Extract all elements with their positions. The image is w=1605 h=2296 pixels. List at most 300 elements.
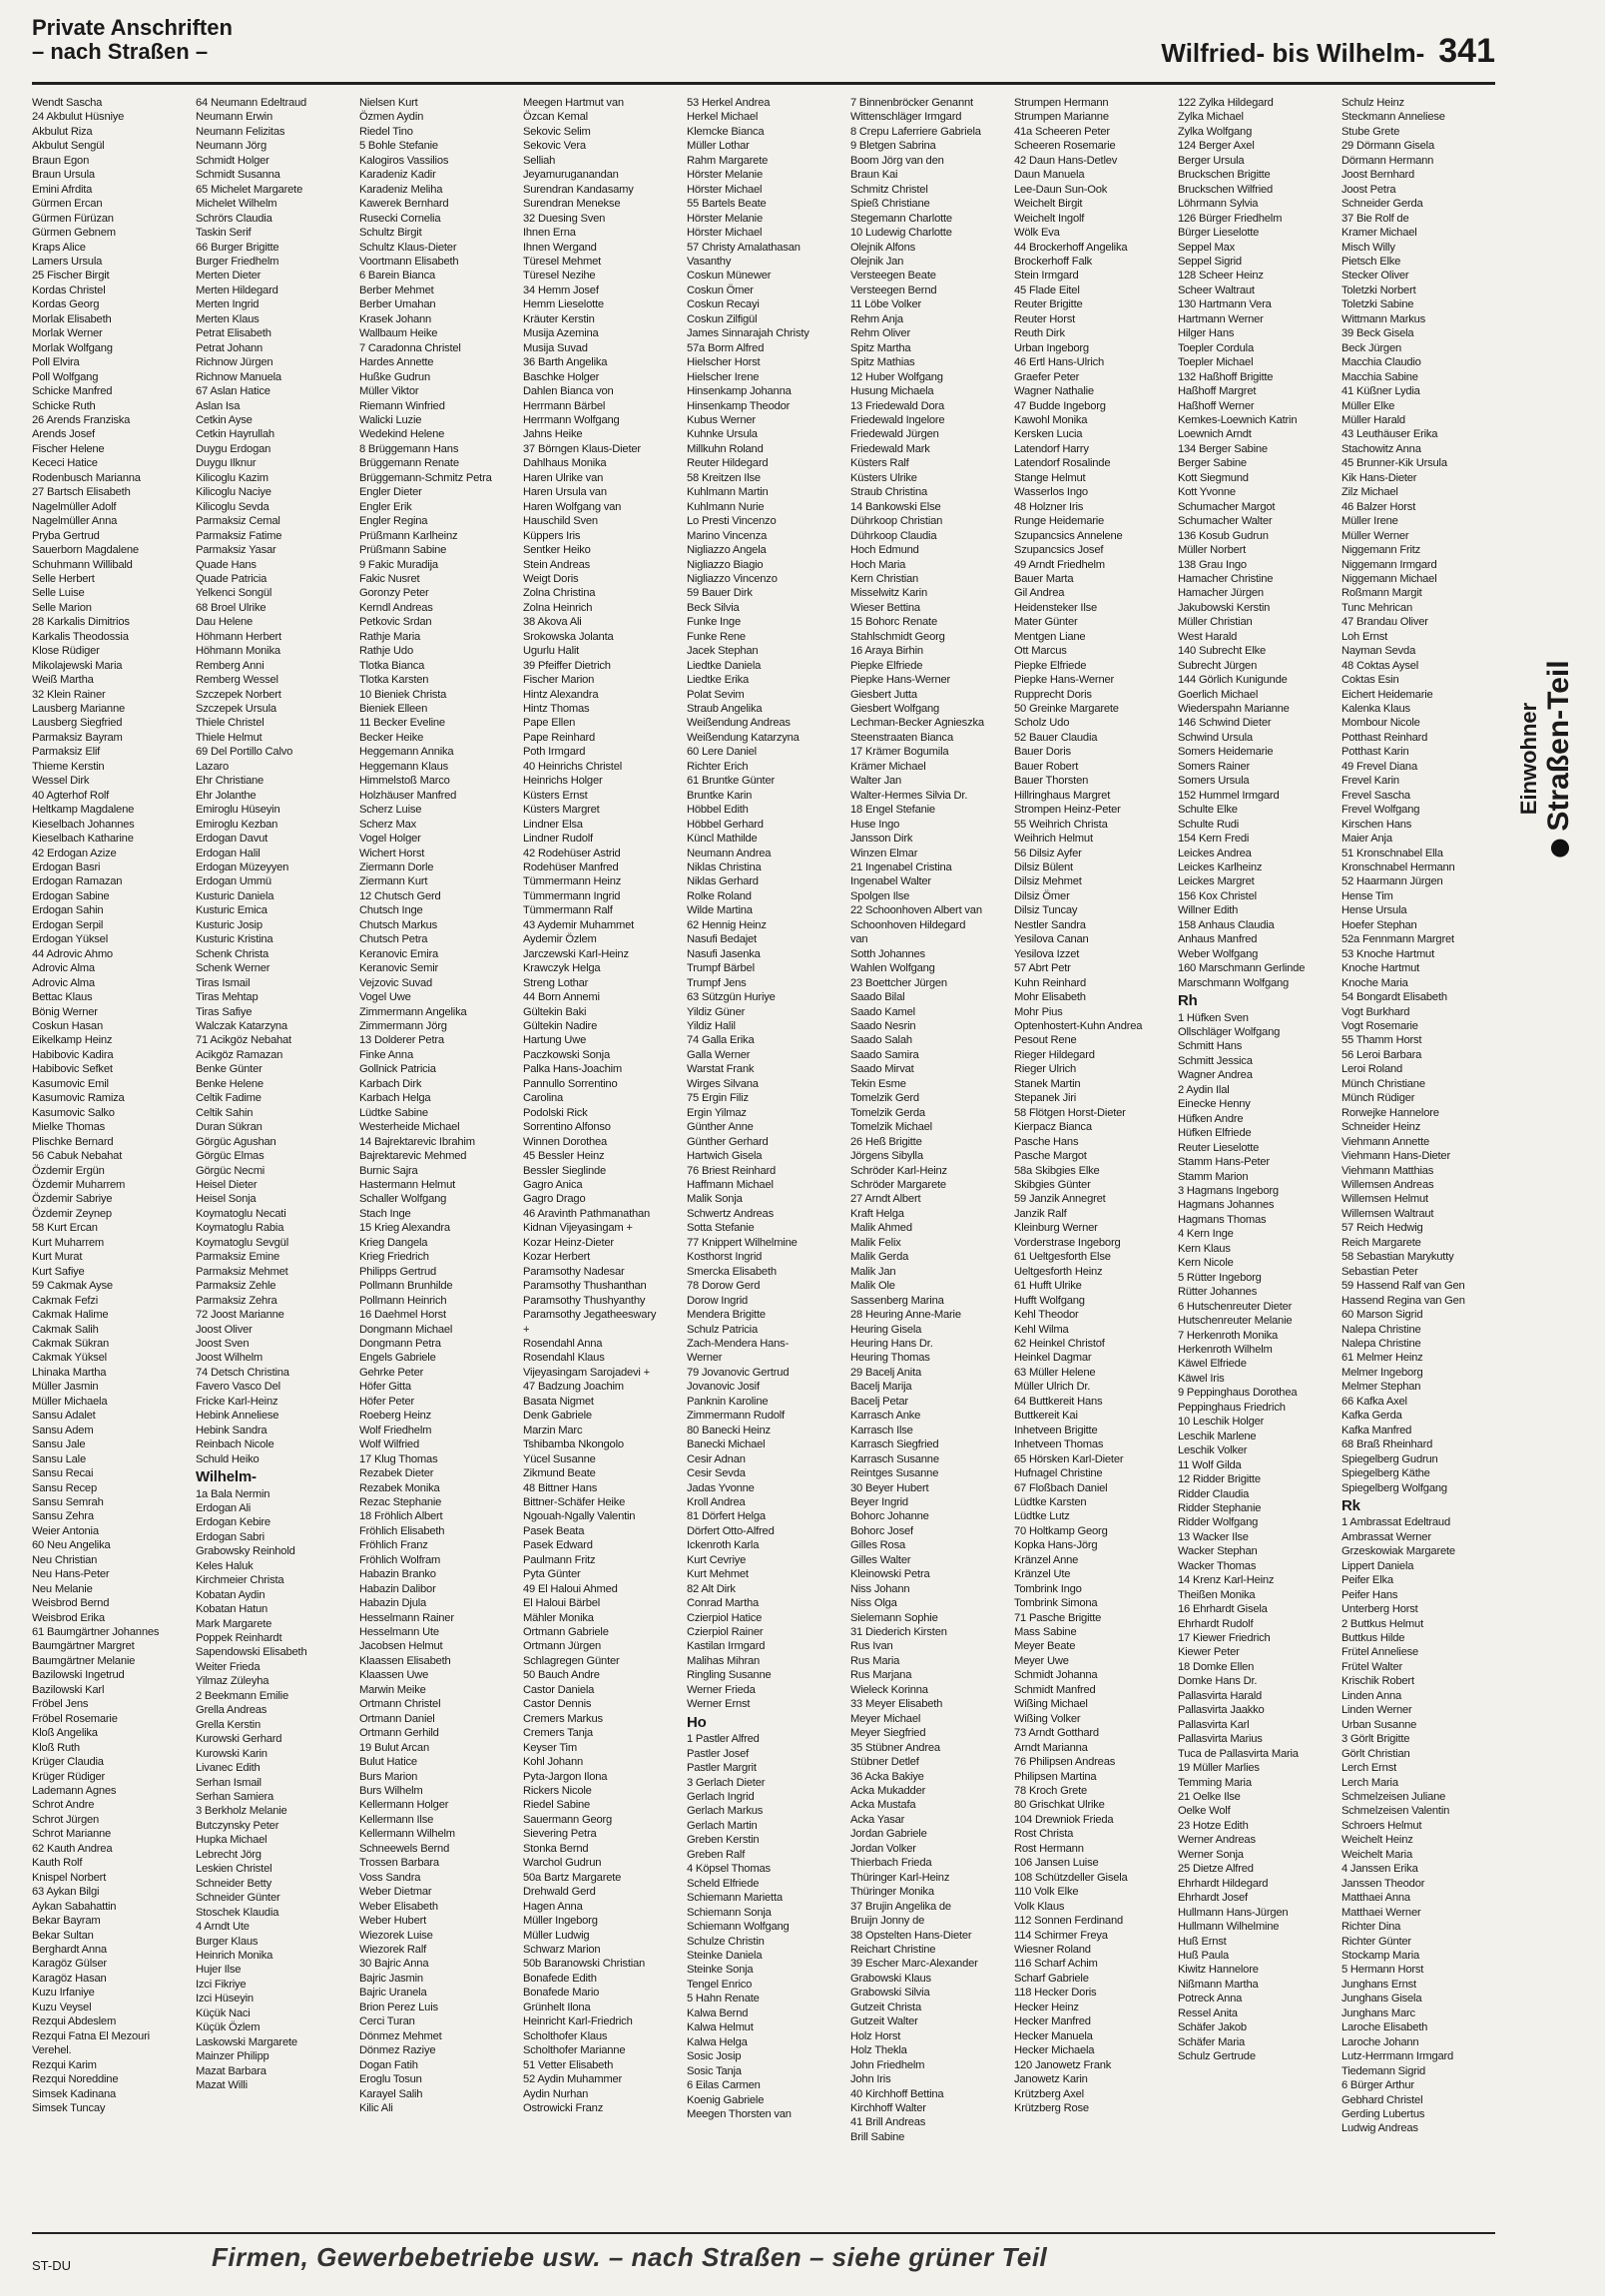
list-item: Michelet Wilhelm — [196, 198, 277, 211]
list-item: Bonafede Edith — [523, 1972, 597, 1985]
list-item: 56 Cabuk Nebahat — [32, 1150, 123, 1163]
list-item: Herrmann Wolfgang — [523, 413, 620, 426]
list-item: Jordan Gabriele — [850, 1828, 927, 1841]
list-item: Weichelt Heinz — [1341, 1834, 1413, 1847]
list-item: Piepke Hans-Werner — [1014, 674, 1115, 687]
list-item: Olejnik Alfons — [850, 241, 915, 254]
list-item: Quade Patricia — [196, 572, 268, 585]
list-item: Görlt Christian — [1341, 1747, 1410, 1760]
list-item: Tiras Mehtap — [196, 991, 259, 1004]
list-item: 55 Weihrich Christa — [1014, 818, 1108, 831]
list-item: 71 Acikgöz Nebahat — [196, 1034, 291, 1047]
list-item: 17 Klug Thomas — [359, 1452, 438, 1465]
list-item: Schenk Werner — [196, 962, 270, 975]
list-item: Goronzy Peter — [359, 587, 429, 600]
list-item: Musija Azemina — [523, 327, 599, 340]
list-item: Haren Wolfgang van — [523, 500, 622, 513]
list-item: Kränzel Ute — [1014, 1568, 1071, 1581]
list-item: Hoch Maria — [850, 558, 906, 571]
list-item: Strumpen Marianne — [1014, 111, 1109, 124]
list-item: Sansu Recai — [32, 1467, 94, 1480]
list-item: Kloß Ruth — [32, 1741, 80, 1754]
list-item: Günther Anne — [687, 1121, 754, 1134]
list-item: Lo Presti Vincenzo — [687, 515, 777, 528]
list-item: Burnic Sajra — [359, 1164, 418, 1177]
list-item: Beyer Ingrid — [850, 1495, 908, 1508]
list-item: 3 Gerlach Dieter — [687, 1776, 766, 1789]
list-item: Werner Frieda — [687, 1683, 756, 1696]
list-item: Frevel Karin — [1341, 775, 1399, 788]
list-item: Kellermann Ilse — [359, 1813, 434, 1826]
list-item: Rusecki Cornelia — [359, 212, 441, 225]
list-item: 44 Adrovic Ahmo — [32, 947, 113, 960]
list-item: Meegen Thorsten van — [687, 2107, 792, 2120]
list-item: Schneewels Bernd — [359, 1842, 450, 1855]
list-item: Schumacher Margot — [1178, 500, 1276, 513]
list-item: Dilsiz Bülent — [1014, 861, 1073, 874]
list-item: 33 Meyer Elisabeth — [850, 1698, 943, 1711]
list-item: 3 Hagmans Ingeborg — [1178, 1184, 1279, 1197]
list-item: Friedewald Jürgen — [850, 428, 939, 441]
list-item: Rathje Maria — [359, 630, 421, 643]
list-item: Hillringhaus Margret — [1014, 789, 1111, 802]
list-item: Tomelzik Gerda — [850, 1106, 925, 1119]
list-item: Parmaksiz Mehmet — [196, 1265, 288, 1278]
list-item: Kalogiros Vassilios — [359, 154, 449, 167]
list-item: Ueltgesforth Heinz — [1014, 1265, 1103, 1278]
list-item: 39 Escher Marc-Alexander — [850, 1958, 978, 1971]
list-item: Weier Antonia — [32, 1524, 99, 1537]
list-item: Willemsen Helmut — [1341, 1193, 1428, 1206]
list-item: Karbach Helga — [359, 1092, 431, 1105]
list-item: Bauer Marta — [1014, 572, 1074, 585]
list-item: Ehrhardt Josef — [1178, 1892, 1248, 1905]
list-item: Wagner Nathalie — [1014, 385, 1094, 398]
list-item: Gutzeit Walter — [850, 2015, 918, 2028]
list-item: Philipsen Martina — [1014, 1770, 1097, 1783]
list-item: Celtik Sahin — [196, 1106, 254, 1119]
list-item: Selle Luise — [32, 587, 85, 600]
list-item: Niss Olga — [850, 1597, 897, 1610]
list-item: 57 Reich Hedwig — [1341, 1222, 1423, 1235]
list-item: Petrat Johann — [196, 341, 264, 354]
list-item: Rost Hermann — [1014, 1842, 1084, 1855]
list-item: Kilicoglu Kazim — [196, 471, 268, 484]
list-item: Braun Egon — [32, 154, 90, 167]
list-item: Selle Herbert — [32, 572, 95, 585]
list-item: Bohorc Johanne — [850, 1510, 929, 1523]
list-item: Reuter Hildegard — [687, 457, 769, 470]
list-item: Sansu Recep — [32, 1481, 97, 1494]
list-item: 118 Hecker Doris — [1014, 1987, 1097, 2000]
list-item: Weihrich Helmut — [1014, 833, 1093, 846]
list-item: 24 Akbulut Hüsniye — [32, 111, 125, 124]
list-item: 50 Bauch Andre — [523, 1669, 600, 1682]
list-item: Reich Margarete — [1341, 1236, 1421, 1249]
list-item: Malik Jan — [850, 1265, 896, 1278]
list-item: Winzen Elmar — [850, 847, 918, 860]
list-item: 1 Pastler Alfred — [687, 1733, 760, 1746]
list-item: Roeberg Heinz — [359, 1410, 432, 1423]
list-item: Haßhoff Werner — [1178, 399, 1255, 412]
list-item: 47 Budde Ingeborg — [1014, 399, 1106, 412]
list-item: Küsters Margret — [523, 804, 600, 817]
list-item: Riedel Sabine — [523, 1799, 591, 1812]
list-item: Kusturic Kristina — [196, 933, 273, 946]
list-item: 5 Bohle Stefanie — [359, 140, 438, 153]
list-item: Nielsen Kurt — [359, 97, 418, 109]
street-heading: Wilhelm- — [196, 1470, 257, 1485]
list-item: Polat Sevim — [687, 688, 745, 701]
list-item: Gagro Drago — [523, 1193, 586, 1206]
list-item: Zimmermann Rudolf — [687, 1410, 785, 1423]
list-item: Heinrich Monika — [196, 1950, 273, 1962]
list-item: 58a Skibgies Elke — [1014, 1164, 1100, 1177]
list-item: Viehmann Hans-Dieter — [1341, 1150, 1450, 1163]
list-item: Szczepek Norbert — [196, 688, 281, 701]
list-item: Rus Maria — [850, 1654, 900, 1667]
list-item: Fakic Nusret — [359, 572, 420, 585]
list-item: Hagmans Thomas — [1178, 1213, 1267, 1226]
list-item: Reuter Brigitte — [1014, 298, 1083, 311]
list-item: Straub Christina — [850, 486, 928, 499]
list-item: Hielscher Horst — [687, 356, 761, 369]
list-item: Thieme Kerstin — [32, 760, 105, 773]
list-item: Parmaksiz Zehle — [196, 1280, 276, 1293]
list-item: Prüßmann Sabine — [359, 544, 447, 557]
directory-columns — [32, 96, 1499, 2227]
list-item: 55 Bartels Beate — [687, 198, 767, 211]
list-item: Laskowski Margarete — [196, 2035, 297, 2048]
list-item: Paczkowski Sonja — [523, 1048, 610, 1061]
list-item: Peifer Hans — [1341, 1588, 1398, 1601]
list-item: Kuhlmann Nurie — [687, 500, 765, 513]
list-item: Ortmann Daniel — [359, 1712, 435, 1725]
list-item: Potreck Anna — [1178, 1993, 1243, 2006]
list-item: Küsters Ralf — [850, 457, 909, 470]
list-item: Neumann Felizitas — [196, 125, 285, 138]
list-item: Kuhnke Ursula — [687, 428, 758, 441]
list-item: Carolina — [523, 1092, 564, 1105]
list-item: Remberg Anni — [196, 659, 265, 672]
list-item: Kawohl Monika — [1014, 413, 1088, 426]
list-item: Wacker Thomas — [1178, 1559, 1257, 1572]
list-item: Strumpen Hermann — [1014, 97, 1109, 109]
list-item: Schneider Betty — [196, 1877, 271, 1890]
list-item: Zolna Christina — [523, 587, 596, 600]
list-item: Vorderstrase Ingeborg — [1014, 1236, 1121, 1249]
list-item: Klose Rüdiger — [32, 645, 100, 658]
list-item: Yelkenci Songül — [196, 587, 272, 600]
list-item: Nestler Sandra — [1014, 918, 1086, 931]
list-item: 44 Brockerhoff Angelika — [1014, 241, 1128, 254]
column-4 — [523, 96, 681, 2227]
list-item: Bruntke Karin — [687, 789, 753, 802]
list-item: Hintz Thomas — [523, 703, 590, 716]
list-item: Jovanovic Josif — [687, 1381, 760, 1394]
list-item: Palka Hans-Joachim — [523, 1063, 622, 1076]
list-item: Steinke Daniela — [687, 1950, 763, 1962]
list-item: Rezac Stephanie — [359, 1495, 442, 1508]
list-item: Paramsothy Nadesar — [523, 1265, 625, 1278]
list-item: 64 Neumann Edeltraud — [196, 97, 307, 109]
list-item: Rorwejke Hannelore — [1341, 1106, 1439, 1119]
list-item: Lindner Rudolf — [523, 833, 593, 846]
list-item: Hoefer Stephan — [1341, 918, 1417, 931]
list-item: Grabowski Klaus — [850, 1972, 931, 1985]
list-item: Potthast Reinhard — [1341, 731, 1428, 744]
list-item: Zolna Heinrich — [523, 601, 593, 614]
list-item: Tekin Esme — [850, 1077, 906, 1090]
list-item: Özdemir Sabriye — [32, 1193, 113, 1206]
list-item: Dilsiz Mehmet — [1014, 875, 1082, 888]
list-item: Erdogan Kebire — [196, 1516, 270, 1529]
list-item: Inhetveen Brigitte — [1014, 1424, 1098, 1436]
list-item: Baumgärtner Margret — [32, 1640, 135, 1653]
list-item: 30 Bajric Anna — [359, 1958, 429, 1971]
column-9 — [1341, 96, 1499, 2227]
list-item: Heisel Dieter — [196, 1178, 258, 1191]
list-item: Lüdtke Karsten — [1014, 1495, 1087, 1508]
list-item: Ehrhardt Hildegard — [1178, 1877, 1269, 1890]
list-item: 10 Ludewig Charlotte — [850, 227, 952, 240]
list-item: Optenhostert-Kuhn Andrea — [1014, 1020, 1143, 1032]
list-item: Heuring Hans Dr. — [850, 1337, 933, 1350]
list-item: Spolgen Ilse — [850, 889, 910, 902]
list-item: Malik Ahmed — [850, 1222, 912, 1235]
list-item: Wieleck Korinna — [850, 1683, 928, 1696]
list-item: Spiegelberg Wolfgang — [1341, 1481, 1447, 1494]
list-item: 31 Diederich Kirsten — [850, 1626, 947, 1639]
list-item: Wieser Bettina — [850, 601, 920, 614]
list-item: 64 Buttkereit Hans — [1014, 1395, 1103, 1408]
list-item: Müller Harald — [1341, 413, 1405, 426]
list-item: Matthaei Werner — [1341, 1906, 1421, 1919]
list-item: Seppel Sigrid — [1178, 255, 1242, 268]
list-item: Leickes Karlheinz — [1178, 861, 1263, 874]
list-item: Willemsen Andreas — [1341, 1178, 1434, 1191]
list-item: Ihnen Erna — [523, 227, 576, 240]
list-item: Linden Anna — [1341, 1689, 1402, 1702]
list-item: Hartwich Gisela — [687, 1150, 763, 1163]
list-item: Marschmann Wolfgang — [1178, 976, 1290, 989]
list-item: Millkuhn Roland — [687, 442, 764, 455]
list-item: 61 Hufft Ulrike — [1014, 1280, 1082, 1293]
list-item: Kronschnabel Hermann — [1341, 861, 1455, 874]
list-item: Schicke Manfred — [32, 385, 113, 398]
list-item: Adrovic Alma — [32, 962, 95, 975]
list-item: Wendt Sascha — [32, 97, 103, 109]
list-item: 140 Subrecht Elke — [1178, 645, 1267, 658]
list-item: Hinsenkamp Johanna — [687, 385, 792, 398]
list-item: 146 Schwind Dieter — [1178, 717, 1272, 730]
list-item: Boom Jörg van den — [850, 154, 944, 167]
list-item: Burger Friedhelm — [196, 255, 279, 268]
list-item: 49 Frevel Diana — [1341, 760, 1417, 773]
list-item: Höhmann Herbert — [196, 630, 281, 643]
list-item: Melmer Ingeborg — [1341, 1366, 1423, 1379]
list-item: Dogan Fatih — [359, 2058, 418, 2071]
list-item: Schmitt Jessica — [1178, 1054, 1253, 1067]
list-item: Fröhlich Wolfram — [359, 1553, 441, 1566]
list-item: Weisbrod Bernd — [32, 1597, 110, 1610]
list-item: Koymatoglu Sevgül — [196, 1236, 288, 1249]
list-item: Domke Hans Dr. — [1178, 1675, 1258, 1688]
list-item: Sebastian Peter — [1341, 1265, 1418, 1278]
list-item: Eikelkamp Heinz — [32, 1034, 113, 1047]
list-item: Philipps Gertrud — [359, 1265, 437, 1278]
list-item: Steinke Sonja — [687, 1964, 754, 1977]
list-item: Bohorc Josef — [850, 1524, 913, 1537]
list-item: Kubus Werner — [687, 413, 756, 426]
list-item: Gerlach Markus — [687, 1805, 764, 1818]
list-item: 74 Detsch Christina — [196, 1366, 289, 1379]
list-item: Dilsiz Ömer — [1014, 889, 1070, 902]
list-item: Fröhlich Elisabeth — [359, 1524, 445, 1537]
list-item: Warchol Gudrun — [523, 1857, 602, 1870]
list-item: 46 Aravinth Pathmanathan — [523, 1207, 651, 1220]
list-item: 14 Bajrektarevic Ibrahim — [359, 1135, 475, 1148]
list-item: Erdogan Ramazan — [32, 875, 123, 888]
list-item: 37 Brujin Angelika de — [850, 1900, 951, 1913]
list-item: Schrörs Claudia — [196, 212, 272, 225]
list-item: Kalenka Klaus — [1341, 703, 1410, 716]
list-item: 18 Domke Ellen — [1178, 1660, 1255, 1673]
list-item: Voss Sandra — [359, 1871, 421, 1884]
list-item: Hupka Michael — [196, 1834, 268, 1847]
list-item: 47 Badzung Joachim — [523, 1381, 624, 1394]
list-item: Weiter Frieda — [196, 1660, 261, 1673]
list-item: Joost Sven — [196, 1337, 250, 1350]
list-item: Meegen Hartmut van — [523, 97, 624, 109]
list-item: Brüggemann Renate — [359, 457, 459, 470]
list-item: 58 Flötgen Horst-Dieter — [1014, 1106, 1126, 1119]
list-item: Hufft Wolfgang — [1014, 1294, 1085, 1307]
list-item: Schrot Marianne — [32, 1828, 112, 1841]
list-item: Kilicoglu Naciye — [196, 486, 271, 499]
list-item: Klemcke Bianca — [687, 125, 765, 138]
list-item: Liedtke Daniela — [687, 659, 762, 672]
list-item: Werner Ernst — [687, 1698, 751, 1711]
list-item: Aydin Nurhan — [523, 2087, 589, 2100]
list-item: Lausberg Siegfried — [32, 717, 123, 730]
list-item: Ziermann Dorle — [359, 861, 434, 874]
list-item: 58 Sebastian Marykutty — [1341, 1251, 1454, 1264]
list-item: 25 Fischer Birgit — [32, 270, 110, 283]
list-item: Nißmann Martha — [1178, 1978, 1259, 1991]
list-item: Pallasvirta Marius — [1178, 1733, 1263, 1746]
list-item: 54 Bongardt Elisabeth — [1341, 991, 1447, 1004]
list-item: Rezqui Noreddine — [32, 2073, 119, 2086]
list-item: Spieß Christiane — [850, 198, 930, 211]
list-item: Burs Wilhelm — [359, 1785, 423, 1798]
list-item: Bauer Doris — [1014, 746, 1071, 759]
list-item: 17 Kiewer Friedrich — [1178, 1632, 1271, 1645]
list-item: Malik Gerda — [850, 1251, 909, 1264]
list-item: Maier Anja — [1341, 833, 1392, 846]
list-item: 114 Schirmer Freya — [1014, 1929, 1108, 1942]
list-item: Pasche Hans — [1014, 1135, 1079, 1148]
list-item: Hullmann Wilhelmine — [1178, 1921, 1280, 1934]
list-item: Schmidt Holger — [196, 154, 269, 167]
list-item: Subrecht Jürgen — [1178, 659, 1258, 672]
list-item: Kleinowski Petra — [850, 1568, 930, 1581]
list-item: Poll Elvira — [32, 356, 80, 369]
list-item: Poll Wolfgang — [32, 370, 99, 383]
list-item: Stamm Hans-Peter — [1178, 1156, 1270, 1169]
list-item: Saado Samira — [850, 1048, 919, 1061]
list-item: Riemann Winfried — [359, 399, 445, 412]
list-item: Sauerborn Magdalene — [32, 544, 139, 557]
list-item: 22 Schoonhoven Albert van — [850, 904, 982, 917]
list-item: Kobatan Aydin — [196, 1588, 266, 1601]
list-item: Dahlen Bianca von — [523, 385, 614, 398]
list-item: Bettac Klaus — [32, 991, 93, 1004]
list-item: Olejnik Jan — [850, 255, 904, 268]
list-item: Hesselmann Ute — [359, 1626, 439, 1639]
list-item: Hartmann Werner — [1178, 312, 1264, 325]
list-item: Müller Elke — [1341, 399, 1395, 412]
list-item: Schultz Birgit — [359, 227, 422, 240]
list-item: Bekar Sultan — [32, 1929, 94, 1942]
list-item: Peifer Elka — [1341, 1574, 1393, 1587]
list-item: Schröder Margarete — [850, 1178, 946, 1191]
list-item: 73 Arndt Gotthard — [1014, 1727, 1099, 1740]
list-item: 41a Scheeren Peter — [1014, 125, 1110, 138]
list-item: Mater Günter — [1014, 616, 1078, 629]
list-item: Scheeren Rosemarie — [1014, 140, 1116, 153]
list-item: Hecker Manuela — [1014, 2029, 1093, 2042]
list-item: Ingenabel Walter — [850, 875, 931, 888]
list-item: Gürmen Fürüzan — [32, 212, 114, 225]
list-item: Jahns Heike — [523, 428, 583, 441]
list-item: Thüringer Karl-Heinz — [850, 1871, 950, 1884]
list-item: Kurt Mehmet — [687, 1568, 749, 1581]
list-item: Jordan Volker — [850, 1842, 916, 1855]
list-item: 40 Heinrichs Christel — [523, 760, 623, 773]
list-item: Paramsothy Jegatheeswary — [523, 1309, 657, 1322]
list-item: Mohr Pius — [1014, 1005, 1063, 1018]
list-item: Richnow Jürgen — [196, 356, 273, 369]
list-item: Lausberg Marianne — [32, 703, 125, 716]
list-item: Trumpf Bärbel — [687, 962, 755, 975]
list-item: Kleinburg Werner — [1014, 1222, 1098, 1235]
list-item: Lerch Ernst — [1341, 1762, 1397, 1775]
list-item: Weigt Doris — [523, 572, 579, 585]
list-item: 37 Bie Rolf de — [1341, 212, 1409, 225]
list-item: Kräuter Kerstin — [523, 312, 595, 325]
list-item: Chutsch Markus — [359, 918, 438, 931]
list-item: Keyser Tim — [523, 1741, 577, 1754]
list-item: Daun Manuela — [1014, 169, 1085, 182]
list-item: Heggemann Annika — [359, 746, 454, 759]
list-item: Bessler Sieglinde — [523, 1164, 607, 1177]
list-item: Ergin Yilmaz — [687, 1106, 747, 1119]
list-item: 63 Sützgün Huriye — [687, 991, 776, 1004]
list-item: Werner Andreas — [1178, 1834, 1256, 1847]
list-item: 68 Broel Ulrike — [196, 601, 267, 614]
list-item: Sorrentino Alfonso — [523, 1121, 611, 1134]
list-item: Parmaksiz Elif — [32, 746, 101, 759]
list-item: Weichelt Birgit — [1014, 198, 1083, 211]
list-item: Bruckschen Wilfried — [1178, 183, 1274, 196]
list-item: 10 Leschik Holger — [1178, 1416, 1265, 1429]
list-item: Schmelzeisen Juliane — [1341, 1791, 1446, 1804]
list-item: Sosic Tanja — [687, 2064, 742, 2077]
list-item: Schneider Günter — [196, 1892, 280, 1905]
list-item: Acka Mustafa — [850, 1799, 916, 1812]
column-6 — [850, 96, 1008, 2227]
